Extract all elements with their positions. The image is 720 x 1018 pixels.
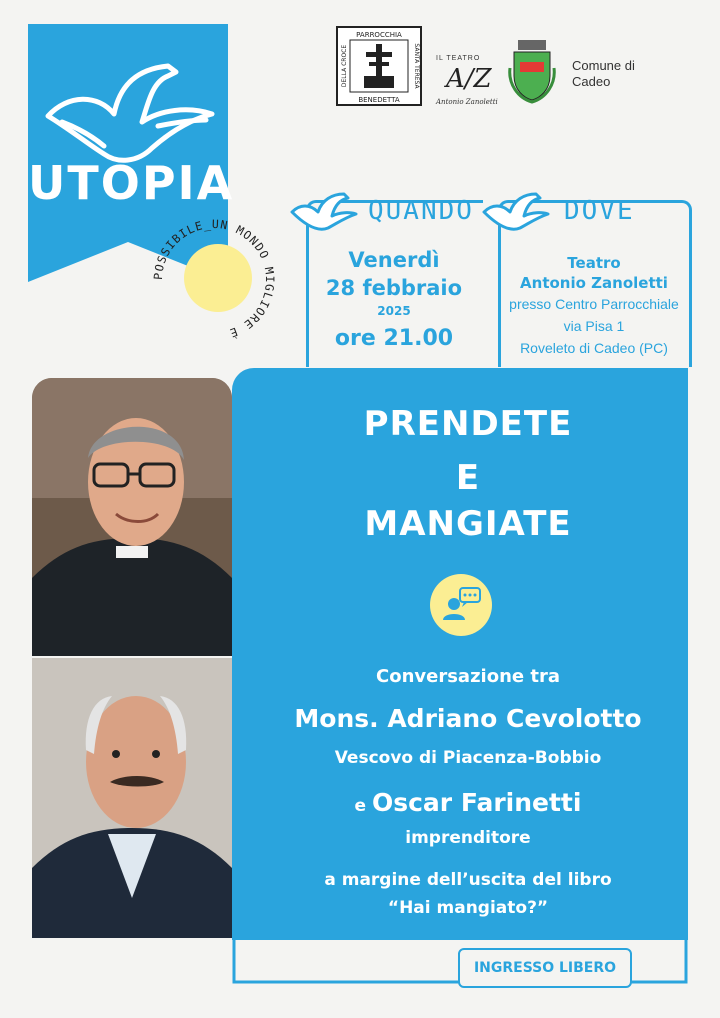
event-panel: [232, 368, 688, 940]
book-title: “Hai mangiato?”: [387, 898, 549, 918]
where-heading: DOVE: [564, 196, 635, 226]
dove-icon: [288, 190, 358, 234]
speaker1-name: Mons. Adriano Cevolotto: [294, 704, 642, 733]
crest-icon: [506, 38, 558, 104]
conjunction: e: [354, 796, 367, 816]
when-date: 28 febbraio: [325, 276, 463, 300]
parish-bottom: BENEDETTA: [358, 96, 400, 104]
entry-badge: INGRESSO LIBERO: [458, 948, 632, 988]
comune-line2: Cadeo: [572, 74, 611, 89]
conversation-icon: [430, 574, 492, 636]
slogan-badge: [146, 212, 282, 348]
conversation-intro: Conversazione tra: [376, 666, 560, 687]
parish-left: DELLA CROCE: [341, 44, 348, 88]
brand-title: UTOPIA: [28, 156, 235, 210]
dove-icon: [480, 190, 550, 234]
event-title-line3: MANGIATE: [364, 504, 572, 544]
comune-line1: Comune di: [572, 58, 635, 73]
event-title-line1: PRENDETE: [363, 404, 573, 444]
when-year: 2025: [377, 304, 411, 318]
parish-right: SANTA TERESA: [413, 43, 420, 89]
teatro-signature: Antonio Zanoletti: [436, 98, 498, 106]
speaker2-photo: [32, 658, 232, 938]
speaker2-name: Oscar Farinetti: [371, 788, 582, 817]
speaker2-role: imprenditore: [405, 828, 531, 848]
parish-logo: [336, 26, 422, 106]
where-street: via Pisa 1: [563, 318, 625, 334]
speaker1-role: Vescovo di Piacenza-Bobbio: [334, 748, 602, 768]
parish-top: PARROCCHIA: [356, 31, 402, 39]
speaker1-photo: [32, 378, 232, 656]
slogan-text: POSSIBILE_UN MONDO MIGLIORE È: [150, 216, 278, 341]
teatro-mark: A/Z: [446, 64, 492, 94]
when-day: Venerdì: [348, 248, 440, 272]
when-heading: QUANDO: [368, 196, 474, 226]
when-time: ore 21.00: [334, 326, 454, 351]
event-title-line2: E: [455, 458, 481, 498]
comune-label: [572, 58, 635, 90]
teatro-label: IL TEATRO: [436, 55, 481, 62]
sun-circle: [184, 244, 252, 312]
where-venue-name: Antonio Zanoletti: [520, 274, 668, 292]
where-place: presso Centro Parrocchiale: [509, 296, 679, 312]
where-town: Roveleto di Cadeo (PC): [520, 340, 668, 356]
book-note: a margine dell’uscita del libro: [324, 870, 612, 890]
speaker2-line: [232, 788, 704, 817]
where-venue: Teatro: [567, 254, 621, 272]
